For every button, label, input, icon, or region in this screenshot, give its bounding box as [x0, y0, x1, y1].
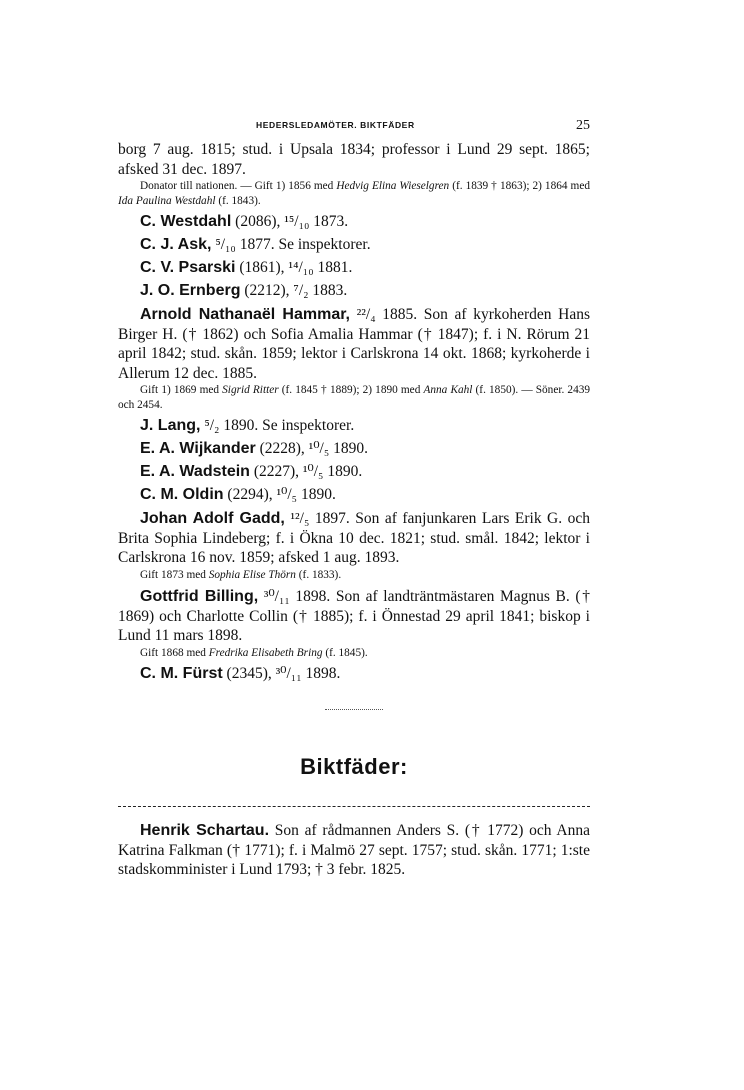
intro-paragraph: borg 7 aug. 1815; stud. i Upsala 1834; professor i Lund 29 sept. 1865; afsked 31 dec. 1897.	[118, 141, 590, 178]
entry-ernberg: J. O. Ernberg (2212), ⁷/₂ 1883.	[140, 282, 348, 299]
running-title: HEDERSLEDAMÖTER. BIKTFÄDER	[256, 120, 415, 130]
intro-note: Donator till nationen. — Gift 1) 1856 med Hedvig Elina Wieselgren (f. 1839 † 1863); 2) 1864 med Ida Paulina Westdahl (f. 1843).	[118, 180, 590, 207]
entry-westdahl: C. Westdahl (2086), ¹⁵/₁₀ 1873.	[140, 213, 349, 230]
entry-schartau: Henrik Schartau. Son af rådmannen Anders S. († 1772) och Anna Katrina Falkman († 1771); f. i Malmö 27 sept. 1757; stud. skån. 1771; 1:ste stadskomminister i Lund 1793; † 3 febr. 1825.	[118, 822, 590, 878]
gadd-note: Gift 1873 med Sophia Elise Thörn (f. 1833).	[140, 568, 342, 581]
billing-note: Gift 1868 med Fredrika Elisabeth Bring (f. 1845).	[140, 646, 368, 659]
short-separator	[325, 709, 383, 710]
entry-hammar: Arnold Nathanaël Hammar, ²²/₄ 1885. Son af kyrkoherden Hans Birger H. († 1862) och Sofia Amalia Hammar († 1847); f. i N. Rörum 21 april 1842; stud. skån. 1859; lektor i Carlskrona 14 okt. 1868; kyrkoherde i Allerum 12 dec. 1885.	[118, 306, 591, 382]
page-number: 25	[576, 118, 590, 133]
entry-billing: Gottfrid Billing, ³⁰/₁₁ 1898. Son af landträntmästaren Magnus B. († 1869) och Charlotte Collin († 1885); f. i Önnestad 29 april 1841; biskop i Lund 11 mars 1898.	[118, 588, 590, 644]
hammar-note: Gift 1) 1869 med Sigrid Ritter (f. 1845 † 1889); 2) 1890 med Anna Kahl (f. 1850). — Söner. 2439 och 2454.	[118, 384, 591, 411]
dashed-separator	[118, 806, 590, 807]
entry-gadd: Johan Adolf Gadd, ¹²/₅ 1897. Son af fanjunkaren Lars Erik G. och Brita Sophia Lindeberg; f. i Ökna 10 dec. 1821; stud. smål. 1842; lektor i Carlskrona 16 nov. 1859; afsked 1 aug. 1893.	[118, 510, 590, 566]
entry-oldin: C. M. Oldin (2294), ¹⁰/₅ 1890.	[140, 486, 336, 503]
page-header	[118, 118, 590, 140]
entry-wijkander: E. A. Wijkander (2228), ¹⁰/₅ 1890.	[140, 440, 369, 457]
entry-ask: C. J. Ask, ⁵/₁₀ 1877. Se inspektorer.	[140, 236, 371, 253]
entry-psarski: C. V. Psarski (1861), ¹⁴/₁₀ 1881.	[140, 259, 353, 276]
entry-lang: J. Lang, ⁵/₂ 1890. Se inspektorer.	[140, 417, 355, 434]
page	[118, 118, 590, 880]
section-title: Biktfäder:	[300, 754, 408, 779]
entry-wadstein: E. A. Wadstein (2227), ¹⁰/₅ 1890.	[140, 463, 363, 480]
entry-fuerst: C. M. Fürst (2345), ³⁰/₁₁ 1898.	[140, 665, 341, 682]
